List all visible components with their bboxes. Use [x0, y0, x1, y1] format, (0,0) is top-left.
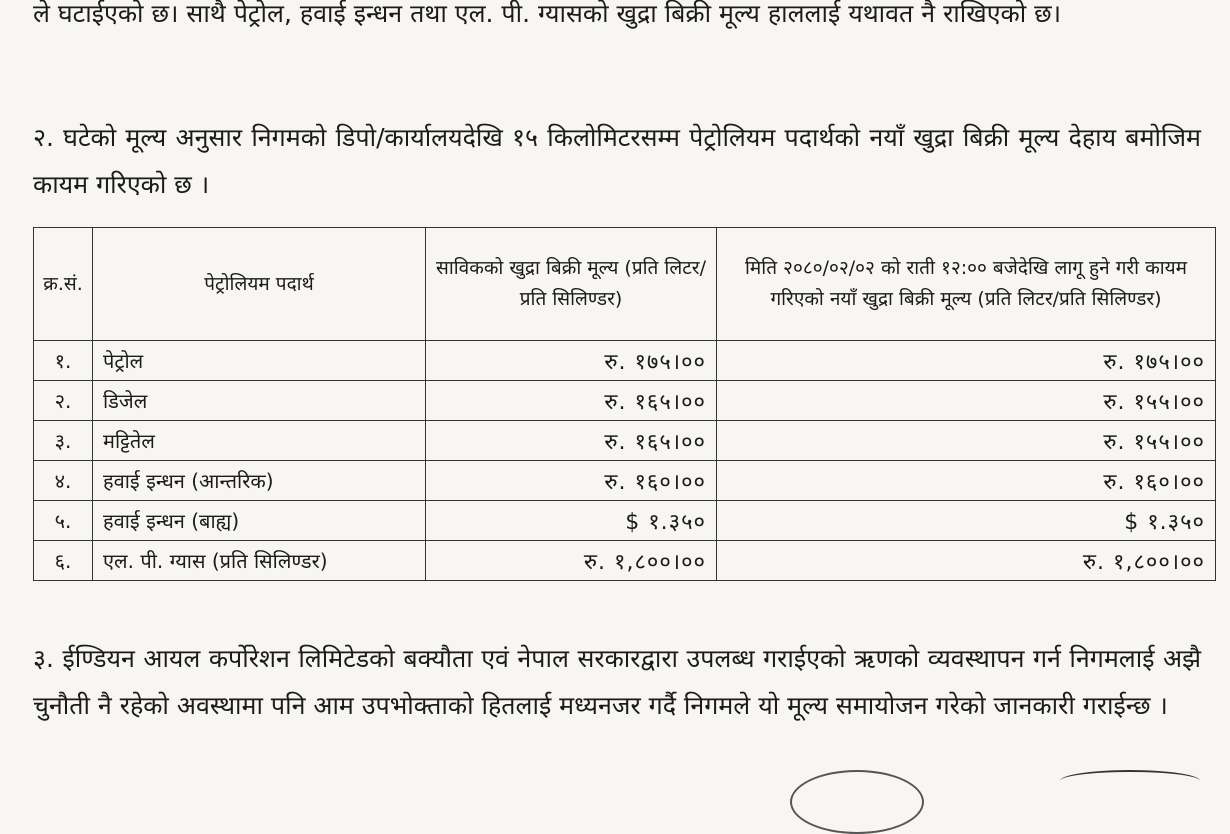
cell-serial: ५.: [34, 501, 93, 541]
cell-serial: २.: [34, 381, 93, 421]
cell-serial: १.: [34, 341, 93, 381]
table-row: [34, 381, 1216, 421]
cell-serial: ४.: [34, 461, 93, 501]
cell-new-price: रु. १,८००।००: [717, 541, 1216, 581]
cell-product: एल. पी. ग्यास (प्रति सिलिण्डर): [93, 541, 426, 581]
table-row: [34, 461, 1216, 501]
cell-product: मट्टितेल: [93, 421, 426, 461]
cell-new-price: रु. १६०।००: [717, 461, 1216, 501]
cell-serial: ६.: [34, 541, 93, 581]
cell-new-price: रु. १५५।००: [717, 381, 1216, 421]
cell-old-price: रु. १६०।००: [426, 461, 717, 501]
cell-old-price: रु. १७५।००: [426, 341, 717, 381]
header-serial: क्र.सं.: [34, 228, 93, 341]
cell-old-price: $ १.३५०: [426, 501, 717, 541]
header-product: पेट्रोलियम पदार्थ: [93, 228, 426, 341]
stamp-mark: [790, 770, 924, 834]
cell-product: हवाई इन्धन (आन्तरिक): [93, 461, 426, 501]
cell-product: डिजेल: [93, 381, 426, 421]
paragraph-1: ले घटाईएको छ। साथै पेट्रोल, हवाई इन्धन तथा एल. पी. ग्यासको खुद्रा बिक्री मूल्य हाललाई यथावत नै राखिएको छ।: [33, 0, 1062, 28]
cell-product: हवाई इन्धन (बाह्य): [93, 501, 426, 541]
table-row: [34, 341, 1216, 381]
table-row: [34, 501, 1216, 541]
cell-new-price: रु. १७५।००: [717, 341, 1216, 381]
cell-old-price: रु. १६५।००: [426, 381, 717, 421]
table-row: [34, 421, 1216, 461]
paragraph-2: २. घटेको मूल्य अनुसार निगमको डिपो/कार्यालयदेखि १५ किलोमिटरसम्म पेट्रोलियम पदार्थको नयाँ खुद्रा बिक्री मूल्य देहाय बमोजिम कायम गरिएको छ ।: [33, 123, 1201, 199]
cell-serial: ३.: [34, 421, 93, 461]
cell-old-price: रु. १६५।००: [426, 421, 717, 461]
cell-product: पेट्रोल: [93, 341, 426, 381]
table-header-row: [34, 228, 1216, 341]
signature-mark: [1060, 770, 1200, 792]
cell-old-price: रु. १,८००।००: [426, 541, 717, 581]
paragraph-3: ३. ईण्डियन आयल कर्पोरेशन लिमिटेडको बक्यौता एवं नेपाल सरकारद्वारा उपलब्ध गराईएको ऋणको व्यवस्थापन गर्न निगमलाई अझै चुनौती नै रहेको अवस्थामा पनि आम उपभोक्ताको हितलाई मध्यनजर गर्दै निगमले यो मूल्य समायोजन गरेको जानकारी गराईन्छ ।: [33, 644, 1201, 720]
cell-new-price: $ १.३५०: [717, 501, 1216, 541]
header-new-price: मिति २०८०/०२/०२ को राती १२:०० बजेदेखि लागू हुने गरी कायम गरिएको नयाँ खुद्रा बिक्री मूल्य (प्रति लिटर/प्रति सिलिण्डर): [717, 228, 1216, 341]
price-table: [33, 227, 1216, 581]
table-row: [34, 541, 1216, 581]
cell-new-price: रु. १५५।००: [717, 421, 1216, 461]
header-old-price: साविकको खुद्रा बिक्री मूल्य (प्रति लिटर/प्रति सिलिण्डर): [426, 228, 717, 341]
